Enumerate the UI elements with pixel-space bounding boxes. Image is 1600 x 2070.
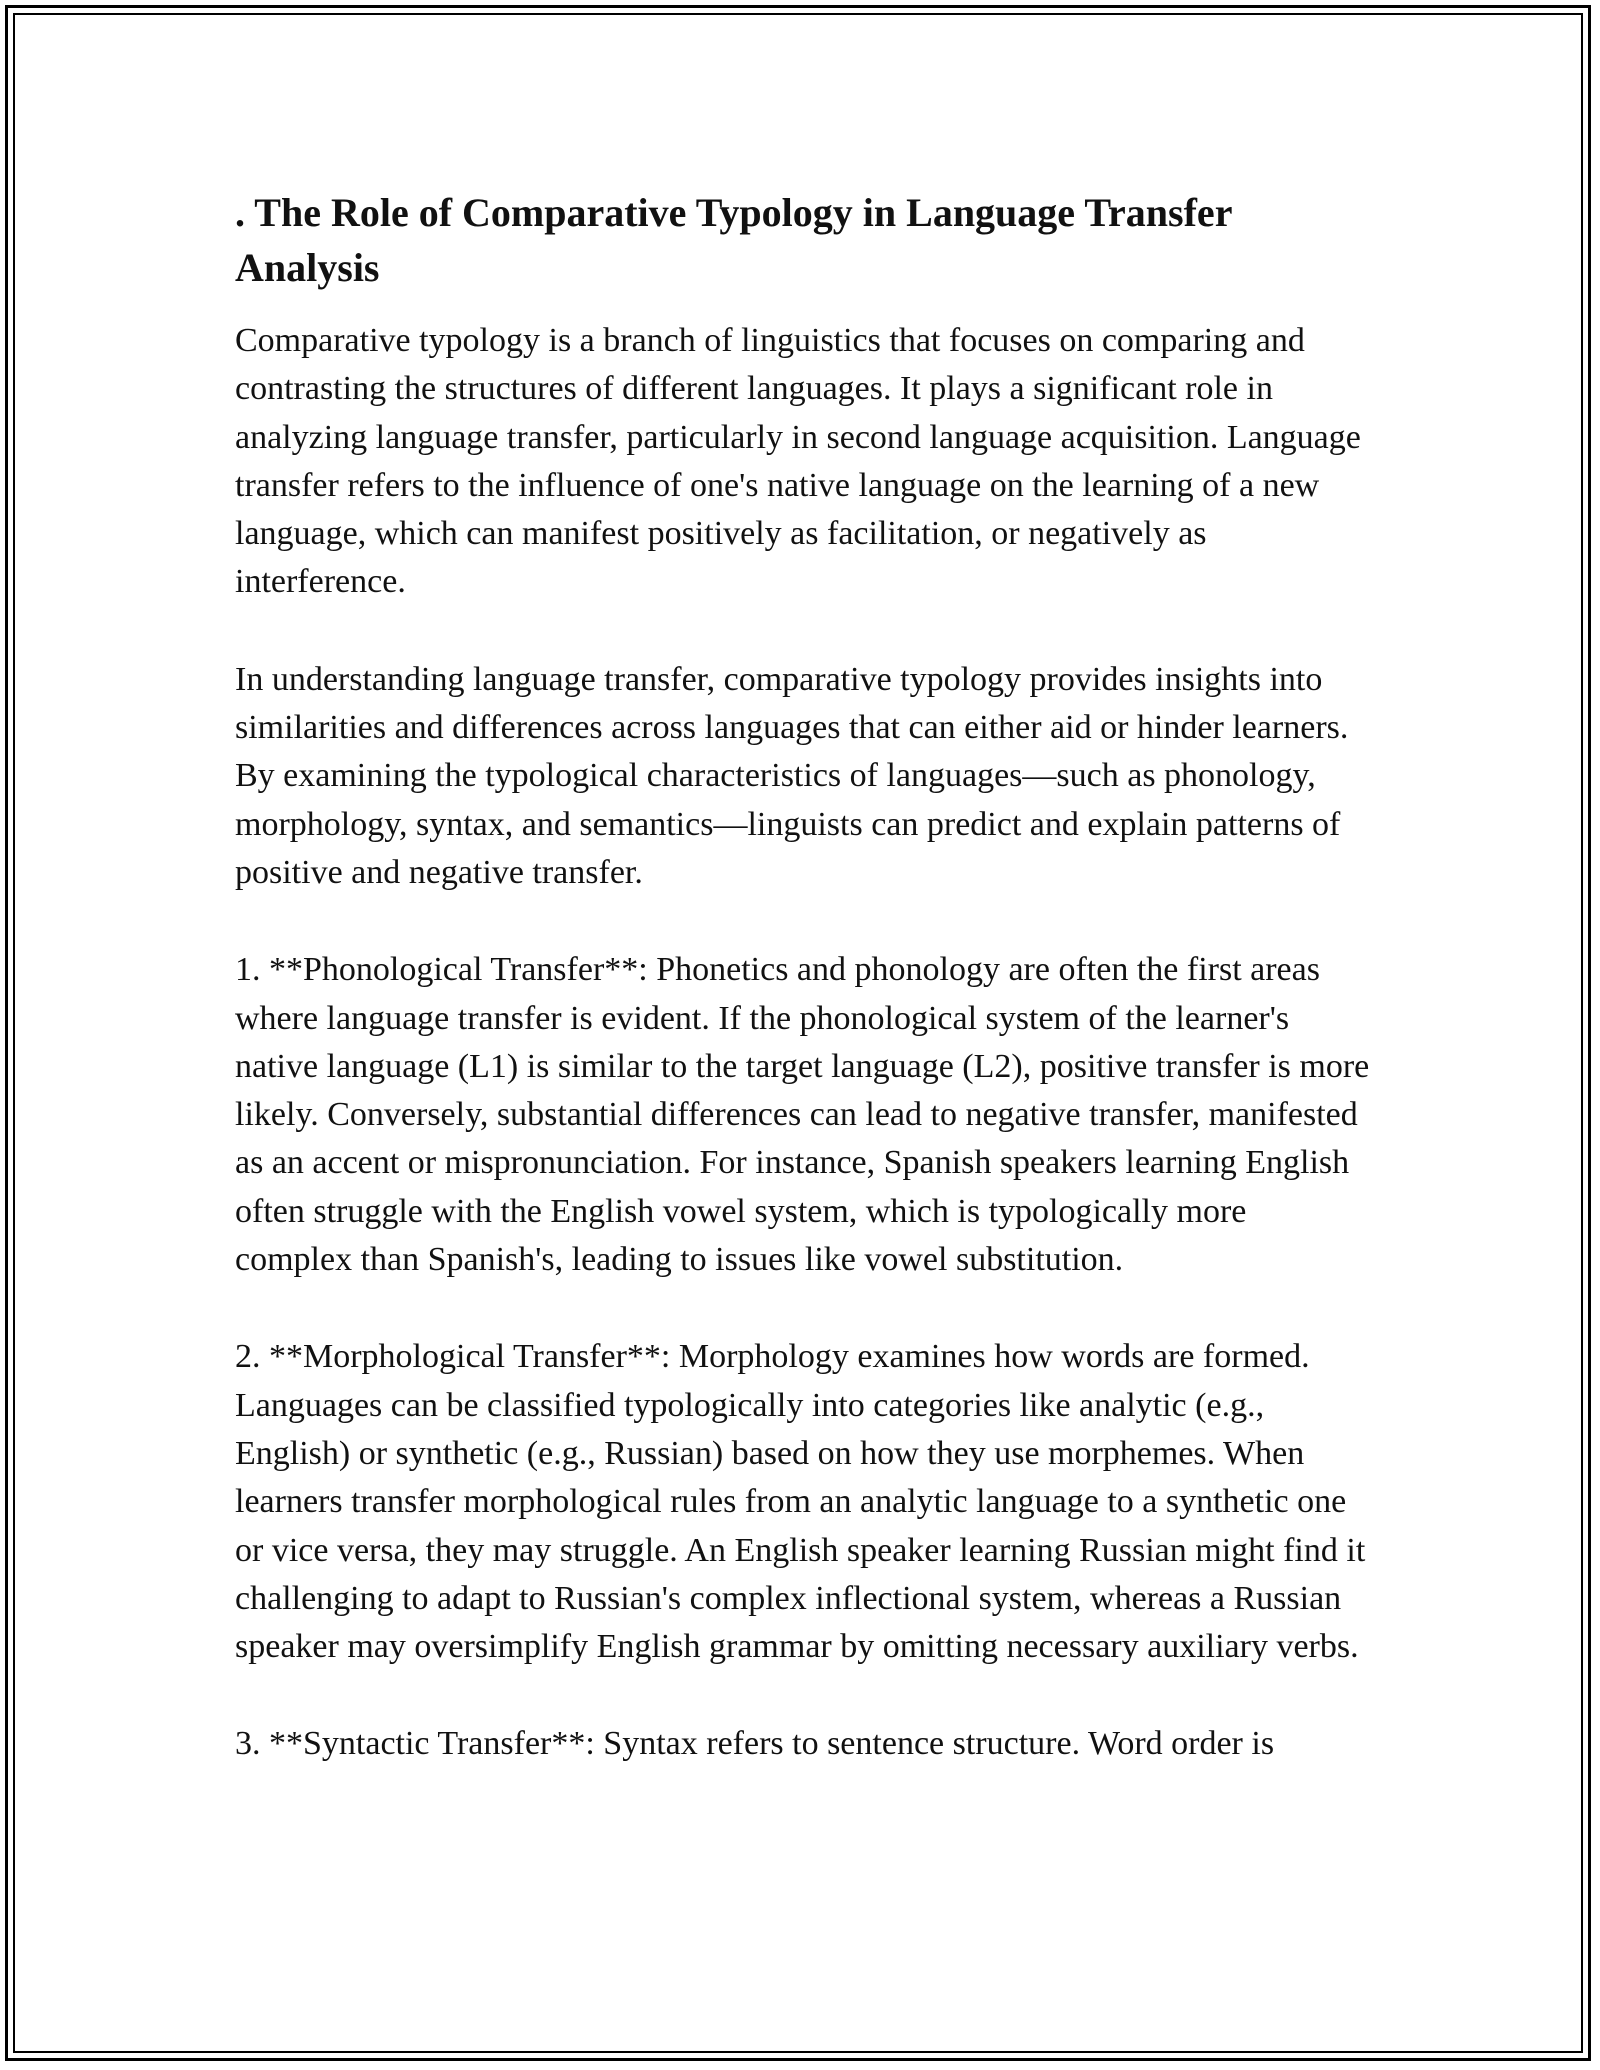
paragraph-intro: Comparative typology is a branch of linguistics that focuses on comparing and contrasting the structures of different languages. It plays a significant role in analyzing language transfer, particularly in second language acquisition. Language transfer refers to the influence of one's native language on the learning of a new language, which can manifest positively as facilitation, or negatively as interference.: [235, 322, 1361, 601]
paragraph-morphological: 2. **Morphological Transfer**: Morphology examines how words are formed. Languages can be classified typologically into categories like analytic (e.g., English) or synthetic (e.g., Russian) based on how they use morphemes. When learners transfer morphological rules from an analytic language to a synthetic one or vice versa, they may struggle. An English speaker learning Russian might find it challenging to adapt to Russian's complex inflectional system, whereas a Russian speaker may oversimplify English grammar by omitting necessary auxiliary verbs.: [235, 1338, 1366, 1666]
paragraph-syntactic: 3. **Syntactic Transfer**: Syntax refers to sentence structure. Word order is: [235, 1725, 1275, 1763]
document-title: . The Role of Comparative Typology in Language Transfer Analysis: [235, 190, 1232, 290]
document-page: [235, 185, 1370, 1818]
paragraph-understanding: In understanding language transfer, comparative typology provides insights into similarities and differences across languages that can either aid or hinder learners. By examining the typological characteristics of languages—such as phonology, morphology, syntax, and semantics—linguists can predict and explain patterns of positive and negative transfer.: [235, 660, 1349, 891]
paragraph-phonological: 1. **Phonological Transfer**: Phonetics and phonology are often the first areas where language transfer is evident. If the phonological system of the learner's native language (L1) is similar to the target language (L2), positive transfer is more likely. Conversely, substantial differences can lead to negative transfer, manifested as an accent or mispronunciation. For instance, Spanish speakers learning English often struggle with the English vowel system, which is typologically more complex than Spanish's, leading to issues like vowel substitution.: [235, 951, 1370, 1279]
